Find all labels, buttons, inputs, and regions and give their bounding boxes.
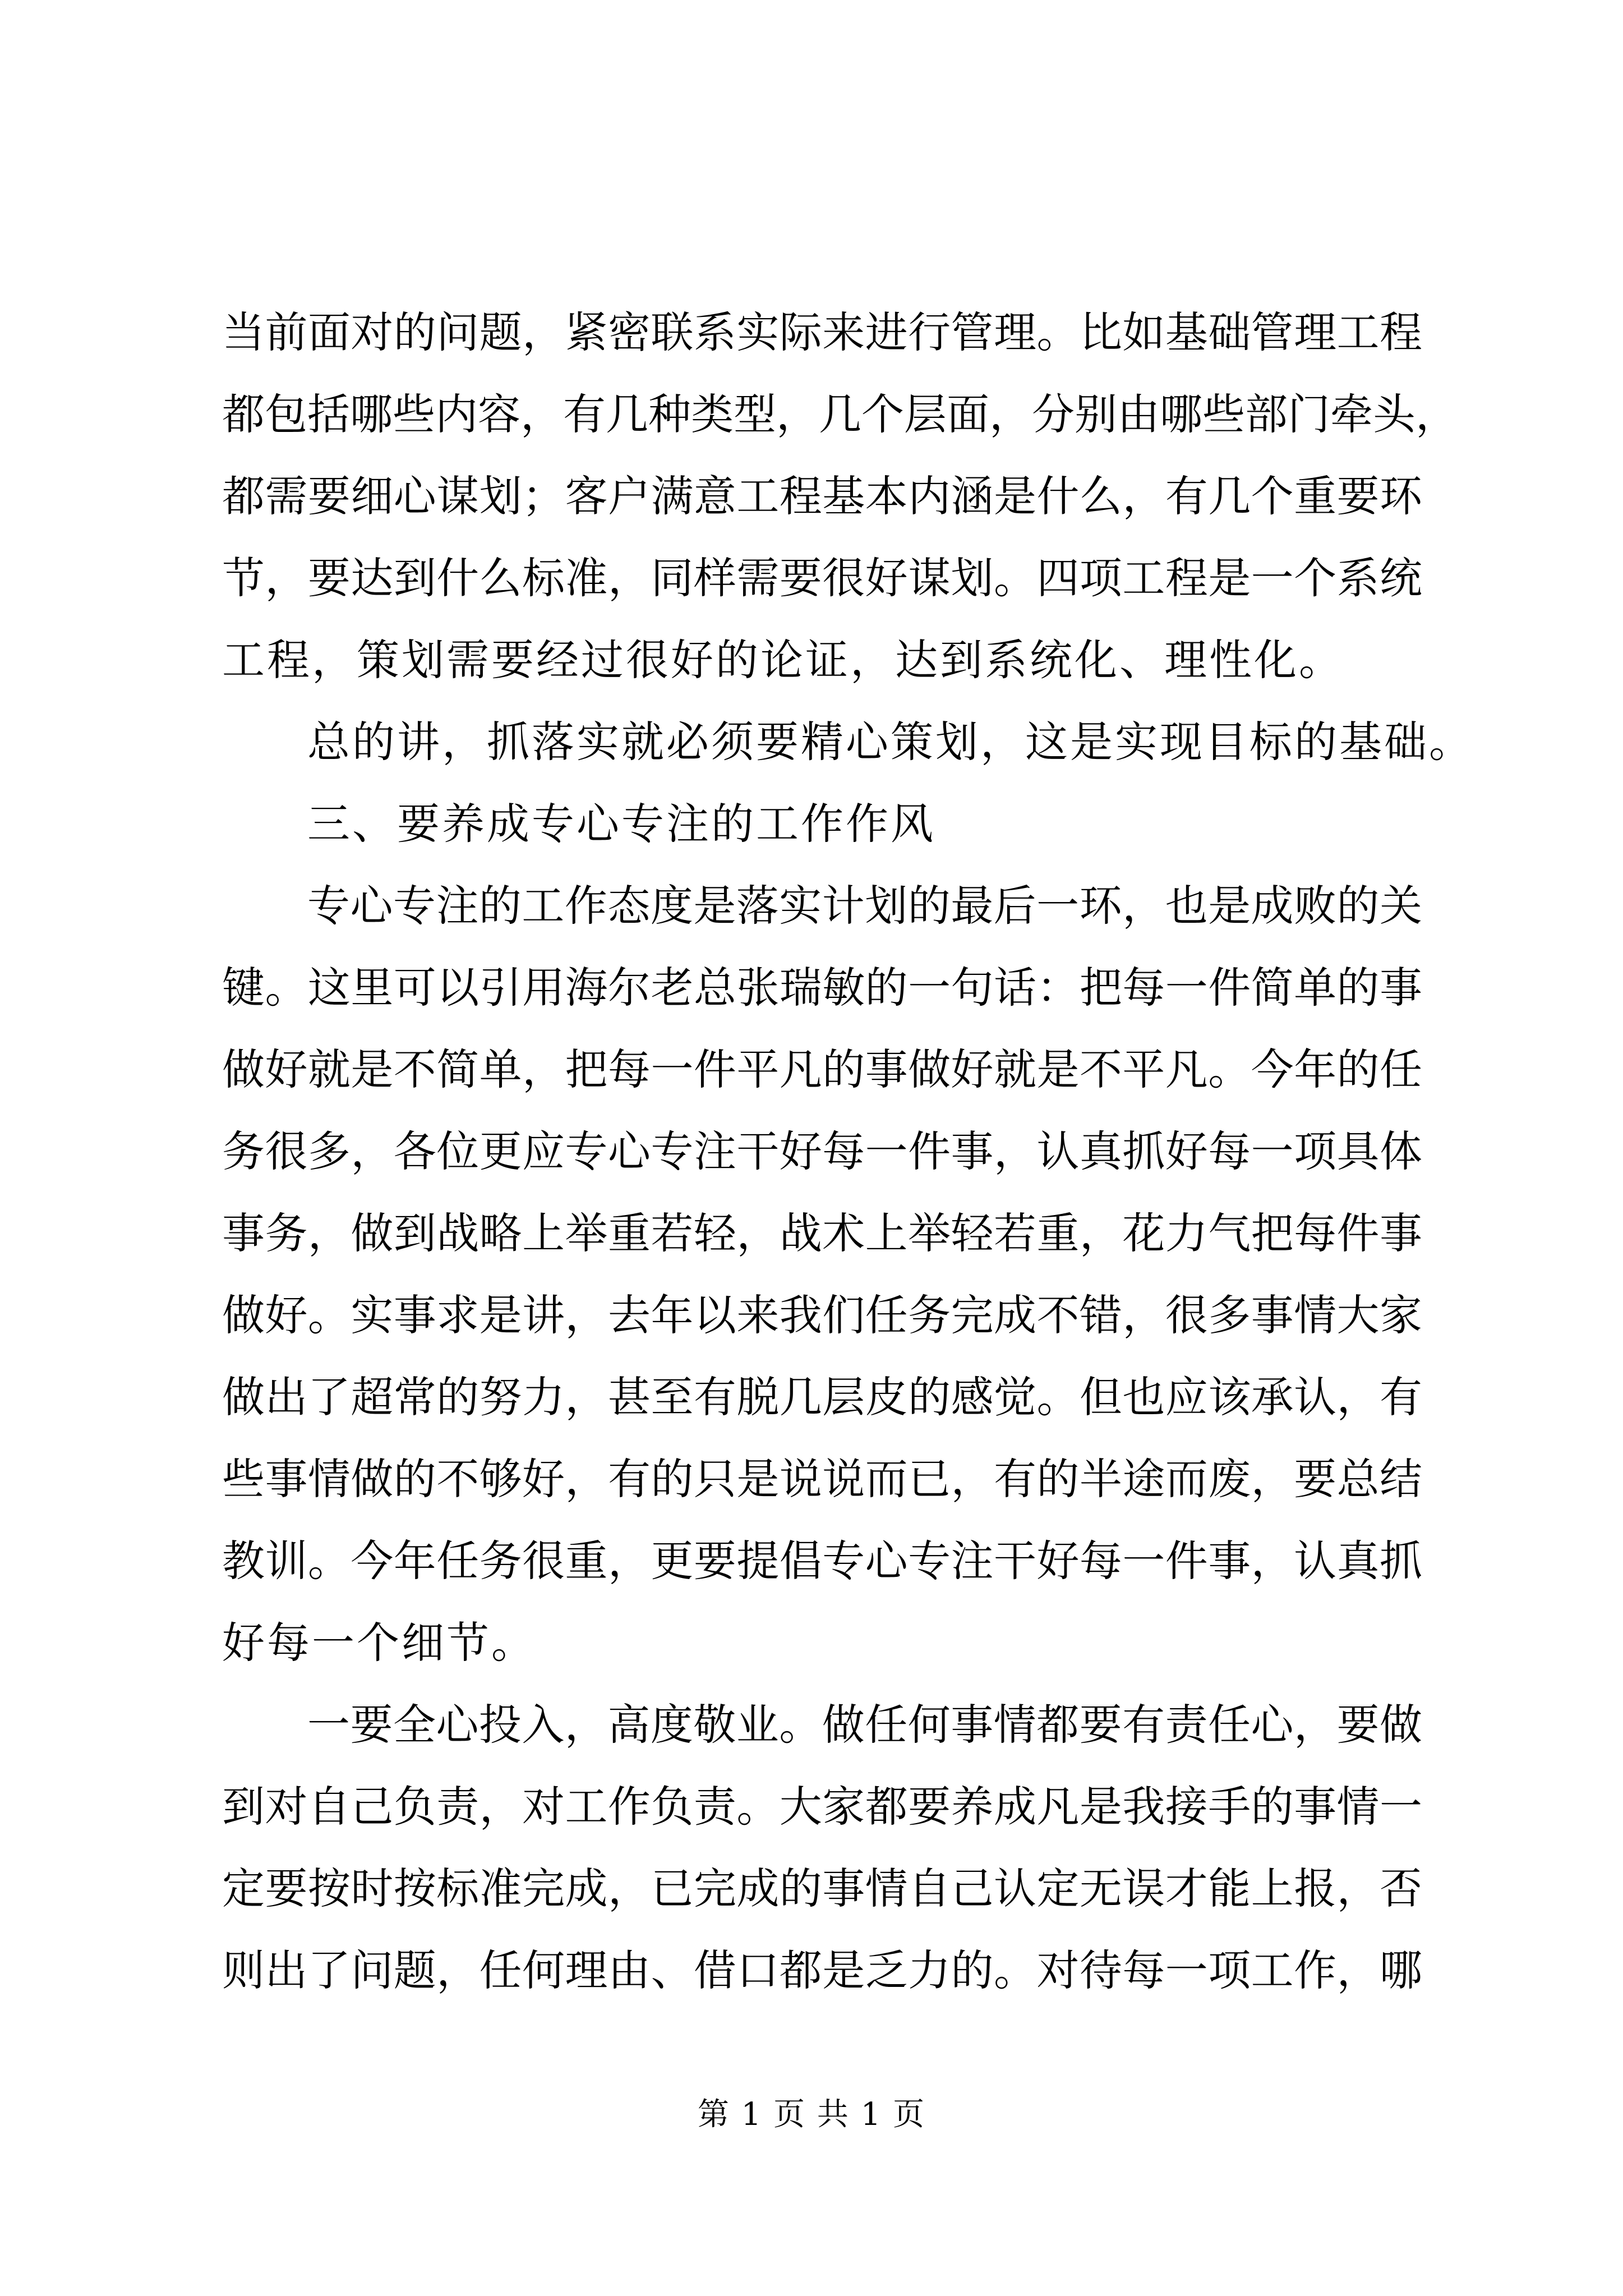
text-line: 则出了问题，任何理由、借口都是乏力的。对待每一项工作，哪 (222, 1945, 1422, 1995)
text-line: 都包括哪些内容，有几种类型，几个层面，分别由哪些部门牵头， (222, 389, 1458, 439)
text-line: 当前面对的问题，紧密联系实际来进行管理。比如基础管理工程 (222, 307, 1422, 357)
text-line: 务很多，各位更应专心专注干好每一件事，认真抓好每一项具体 (222, 1126, 1422, 1176)
text-line: 做好。实事求是讲，去年以来我们任务完成不错，很多事情大家 (222, 1290, 1422, 1340)
paragraph-first-line: 一要全心投入，高度敬业。做任何事情都要有责任心，要做 (307, 1700, 1422, 1750)
text-line: 事务，做到战略上举重若轻，战术上举轻若重，花力气把每件事 (222, 1208, 1422, 1258)
text-line: 节，要达到什么标准，同样需要很好谋划。四项工程是一个系统 (222, 553, 1422, 603)
text-line: 做好就是不简单，把每一件平凡的事做好就是不平凡。今年的任 (222, 1045, 1422, 1094)
page-footer: 第 1 页 共 1 页 (697, 2096, 926, 2133)
text-line: 到对自己负责，对工作负责。大家都要养成凡是我接手的事情一 (222, 1782, 1422, 1832)
text-line: 定要按时按标准完成，已完成的事情自己认定无误才能上报，否 (222, 1864, 1422, 1913)
text-line: 工程，策划需要经过很好的论证，达到系统化、理性化。 (222, 635, 1344, 685)
section-heading: 三、要养成专心专注的工作作风 (307, 799, 935, 849)
paragraph-first-line: 专心专注的工作态度是落实计划的最后一环，也是成败的关 (307, 881, 1422, 931)
paragraph-first-line: 总的讲，抓落实就必须要精心策划，这是实现目标的基础。 (307, 717, 1474, 767)
text-line: 都需要细心谋划；客户满意工程基本内涵是什么，有几个重要环 (222, 471, 1422, 521)
text-line: 些事情做的不够好，有的只是说说而已，有的半途而废，要总结 (222, 1454, 1422, 1504)
text-line: 好每一个细节。 (222, 1618, 536, 1668)
text-line: 教训。今年任务很重，更要提倡专心专注干好每一件事，认真抓 (222, 1536, 1422, 1586)
text-line: 键。这里可以引用海尔老总张瑞敏的一句话：把每一件简单的事 (222, 963, 1422, 1013)
text-line: 做出了超常的努力，甚至有脱几层皮的感觉。但也应该承认，有 (222, 1372, 1422, 1422)
document-body (222, 292, 1474, 2012)
